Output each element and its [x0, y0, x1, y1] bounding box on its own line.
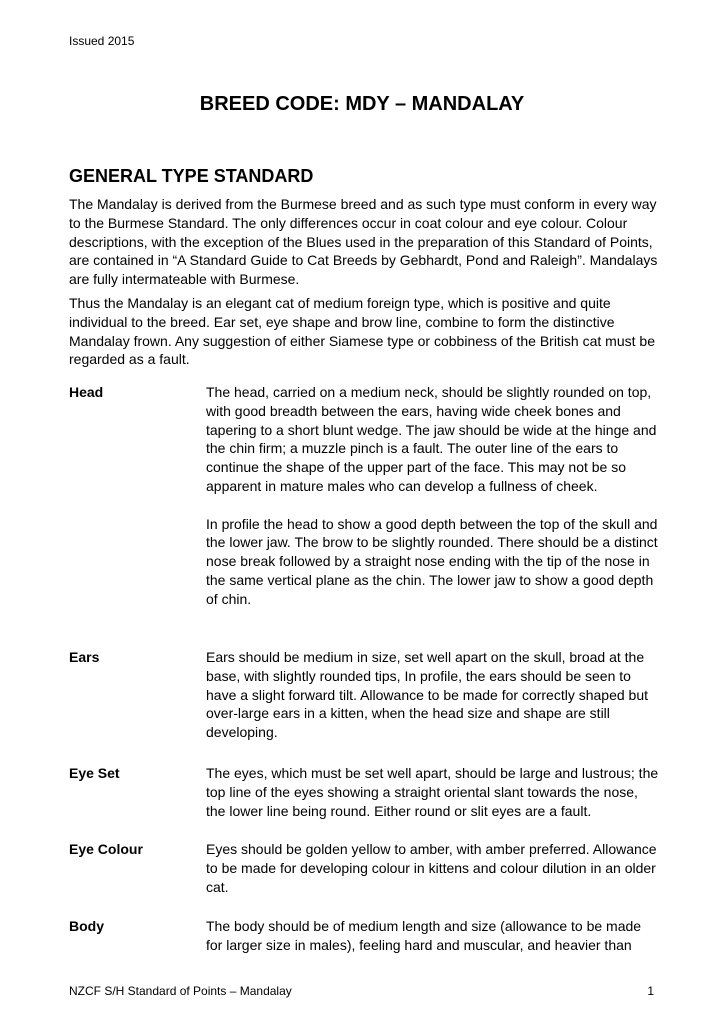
- feature-paragraph: In profile the head to show a good depth between the top of the skull and the lower jaw. The brow to be slightly rounded. There should be a distinct nose break followed by a straight nose ending with the tip of the nose in the same vertical plane as the chin. The lower jaw to show a good depth of chin.: [206, 515, 658, 607]
- feature-label-ears: Ears: [69, 649, 100, 665]
- feature-paragraph: Ears should be medium in size, set well apart on the skull, broad at the base, with slightly rounded tips, In profile, the ears should be seen to have a slight forward tilt. Allowance to be made for correctly shaped but over-large ears in a kitten, when the head size and shape are still developing.: [206, 649, 649, 741]
- feature-paragraph: The head, carried on a medium neck, should be slightly rounded on top, with good breadth between the ears, having wide cheek bones and tapering to a short blunt wedge. The jaw should be wide at the hinge and the chin firm; a muzzle pinch is a fault. The outer line of the ears to continue the shape of the upper part of the face. This may not be so apparent in mature males who can develop a fullness of cheek.: [206, 384, 657, 494]
- feature-label-eye-set: Eye Set: [69, 765, 120, 781]
- footer-page-number: 1: [647, 984, 654, 998]
- feature-label-head: Head: [69, 384, 104, 400]
- feature-paragraph: Eyes should be golden yellow to amber, with amber preferred. Allowance to be made for developing colour in kittens and colour dilution in an older cat.: [206, 841, 657, 895]
- feature-paragraph: The eyes, which must be set well apart, should be large and lustrous; the top line of the eyes showing a straight oriental slant towards the nose, the lower line being round. Either round or slit eyes are a fault.: [206, 765, 659, 819]
- feature-description-eye-colour: [206, 840, 661, 915]
- issued-date: Issued 2015: [69, 34, 135, 48]
- feature-paragraph: The body should be of medium length and size (allowance to be made for larger size in males), feeling hard and muscular, and heavier than: [206, 918, 642, 953]
- feature-label-body: Body: [69, 918, 104, 934]
- feature-description-head: [206, 383, 661, 627]
- feature-description-body: [206, 917, 661, 973]
- feature-description-ears: [206, 648, 661, 761]
- feature-description-eye-set: [206, 764, 661, 839]
- feature-label-eye-colour: Eye Colour: [69, 841, 143, 857]
- intro-paragraph: The Mandalay is derived from the Burmese breed and as such type must conform in every way to the Burmese Standard. The only differences occur in coat colour and eye colour. Colour descriptions, with the exception of the Blues used in the preparation of this Standard of Points, are contained in “A Standard Guide to Cat Breeds by Gebhardt, Pond and Raleigh”. Mandalays are fully intermateable with Burmese.: [69, 196, 658, 288]
- intro-paragraph: Thus the Mandalay is an elegant cat of medium foreign type, which is positive and quite individual to the breed. Ear set, eye shape and brow line, combine to form the distinctive Mandalay frown. Any suggestion of either Siamese type or cobbiness of the British cat must be regarded as a fault.: [69, 295, 655, 368]
- section-heading: GENERAL TYPE STANDARD: [69, 166, 314, 186]
- footer-document-name: NZCF S/H Standard of Points – Mandalay: [69, 984, 292, 998]
- document-title: BREED CODE: MDY – MANDALAY: [199, 93, 525, 115]
